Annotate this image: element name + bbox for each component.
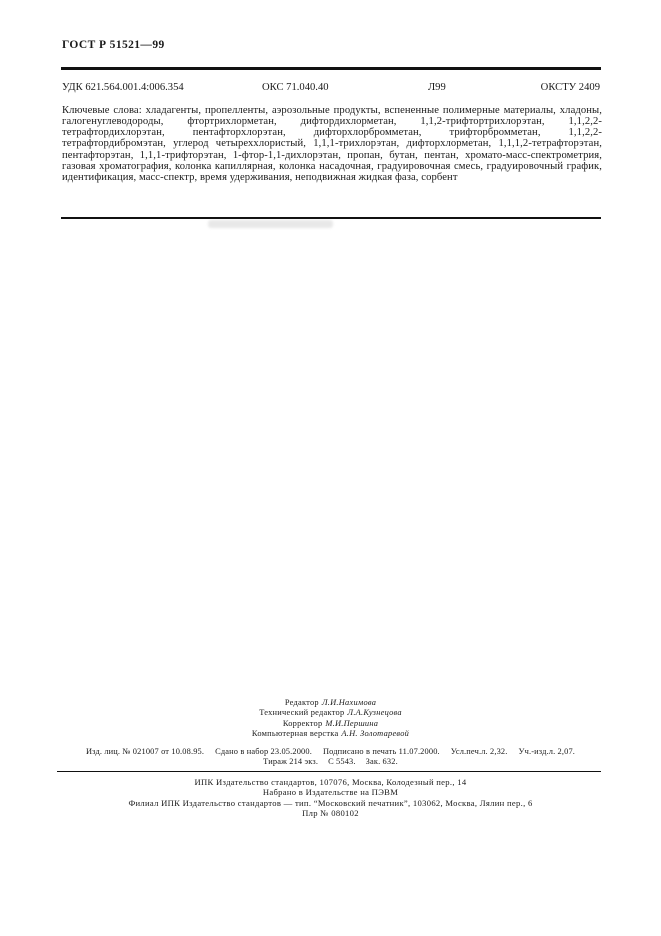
pubinfo-segment: Уч.-изд.л. 2,07. [518, 747, 576, 756]
credit-role: Корректор [282, 718, 323, 728]
imprint-line: ИПК Издательство стандартов, 107076, Москва, Колодезный пер., 14 [194, 777, 467, 787]
imprint-line: Набрано в Издательстве на ПЭВМ [262, 787, 399, 798]
keywords-paragraph: Ключевые слова: хладагенты, пропелленты, аэрозольные продукты, вспененные полимерные материалы, хладоны, галогенуглеводороды, фтортрихлорметан, дифтордихлорметан, 1,1,2-трифтортрихлорэтан, 1,1,2,2-тетрафтордихлорэтан, пентафторхлорэтан, дифторхлорбромметан, трифторбромметан, 1,1,2,2-тетрафтордибромэтан, углерод четыреххлористый, 1,1,1-трихлорэтан, дифторхлорметан, 1,1,1,2-тетрафторэтан, пентафторэтан, 1,1,1-трифторэтан, 1-фтор-1,1-дихлорэтан, пропан, бутан, пентан, хромато-масс-спектрометрия, газовая хроматография, колонка капиллярная, колонка насадочная, градуировочная смесь, градуировочный график, идентификация, масс-спектр, время удерживания, неподвижная жидкая фаза, сорбент [62, 105, 602, 183]
oks-code: ОКС 71.040.40 [262, 82, 329, 93]
imprint-block [0, 777, 661, 819]
pubinfo-segment: Зак. 632. [365, 756, 398, 766]
pubinfo-segment: Изд. лиц. № 021007 от 10.08.95. [85, 747, 205, 756]
footer-rule [57, 771, 601, 772]
udk-code: УДК 621.564.001.4:006.354 [62, 82, 184, 93]
header-rule [61, 67, 601, 70]
pubinfo-segment: Подписано в печать 11.07.2000. [322, 747, 440, 756]
pubinfo-segment: Тираж 214 экз. [263, 756, 319, 766]
credit-role: Редактор [284, 698, 319, 707]
credit-row [0, 719, 661, 729]
pubinfo-segment: Сдано в набор 23.05.2000. [215, 747, 312, 756]
doc-code: ГОСТ Р 51521—99 [62, 39, 165, 51]
credit-role: Компьютерная верстка [251, 728, 339, 738]
credit-name: А.Н. Золотаревой [341, 728, 410, 738]
keywords-rule [61, 217, 601, 219]
scan-artifact [208, 220, 333, 228]
pubinfo-segment: С 5543. [328, 756, 356, 766]
okstu-code: ОКСТУ 2409 [540, 82, 600, 93]
credit-name: М.И.Першина [325, 718, 379, 728]
imprint-line: Плр № 080102 [302, 808, 359, 819]
imprint-line: Филиал ИПК Издательство стандартов — тип. “Московский печатник”, 103062, Москва, Лялин пер., 6 [128, 797, 533, 808]
credit-name: Л.А.Кузнецова [347, 708, 402, 718]
credit-row [0, 729, 661, 739]
publication-info-line2 [40, 757, 621, 767]
classification-row [62, 82, 601, 96]
credit-row [0, 708, 661, 718]
publication-info-line1 [40, 747, 621, 757]
publication-info [40, 747, 621, 766]
credit-row [0, 698, 661, 708]
pubinfo-segment: Усл.печ.л. 2,32. [450, 747, 508, 756]
credit-role: Технический редактор [259, 708, 345, 718]
group-code: Л99 [428, 82, 446, 93]
credits-block [0, 698, 661, 739]
credit-name: Л.И.Нахимова [321, 698, 377, 707]
